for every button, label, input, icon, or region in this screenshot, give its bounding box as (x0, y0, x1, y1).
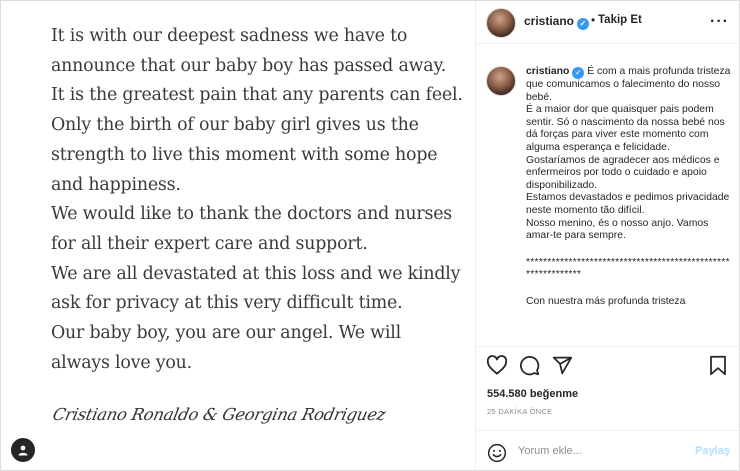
comment-input[interactable]: Yorum ekle... (518, 445, 582, 457)
tagged-users-button[interactable] (11, 438, 35, 462)
statement-line: strength to live this moment with some hope (51, 144, 438, 165)
statement-line: announce that our baby boy has passed away. (51, 55, 447, 76)
post-image[interactable] (1, 1, 475, 470)
statement-line: Only the birth of our baby girl gives us the (51, 115, 419, 136)
post-header (476, 1, 740, 44)
caption-para: Gostaríamos de agradecer aos médicos e enfermeiros por todo o cuidado e apoio disponibilizado. (526, 154, 720, 191)
post-comment-button[interactable]: Paylaş (695, 445, 730, 457)
caption-para: É a maior dor que quaisquer pais podem sentir. Só o nascimento da nossa bebé nos dá forças para viver este momento com alguma esperança e felicidade. (526, 104, 725, 153)
caption-divider: ************************************************************* (526, 256, 730, 281)
signature: Cristiano Ronaldo & Georgina Rodriguez (50, 405, 388, 424)
share-icon[interactable] (552, 355, 573, 376)
username-link[interactable]: cristiano (524, 14, 575, 28)
statement-line: We are all devastated at this loss and we kindly (51, 263, 461, 284)
comment-icon[interactable] (519, 355, 540, 376)
follow-button[interactable]: Takip Et (598, 14, 642, 26)
caption-para (526, 66, 731, 104)
emoji-icon[interactable] (487, 443, 507, 463)
caption-para: Con nuestra más profunda tristeza (526, 295, 686, 307)
post-sidebar (475, 1, 740, 470)
statement-text (51, 22, 461, 378)
separator-dot: • (591, 13, 596, 27)
verified-badge-icon: ✓ (577, 18, 589, 30)
comments-area[interactable] (476, 44, 740, 342)
statement-line: It is the greatest pain that any parents can feel. (51, 85, 463, 106)
statement-line: ask for privacy at this very difficult time. (51, 293, 403, 314)
add-comment-bar (476, 430, 740, 471)
avatar[interactable] (486, 8, 516, 38)
caption-para: Nosso menino, és o nosso anjo. Vamos amar-te para sempre. (526, 217, 709, 242)
caption (526, 66, 731, 309)
statement-line: We would like to thank the doctors and nurses (51, 204, 453, 225)
caption-para: Estamos devastados e pedimos privacidade neste momento tão difícil. (526, 192, 730, 216)
action-bar (476, 346, 740, 383)
caption-username[interactable]: cristiano (526, 66, 570, 77)
more-horizontal-icon[interactable]: ··· (710, 13, 729, 30)
statement-line: and happiness. (51, 174, 181, 195)
header-username[interactable] (524, 14, 589, 30)
user-icon (17, 444, 29, 456)
statement-line: for all their expert care and support. (51, 233, 368, 254)
caption-text: É com a mais profunda tristeza que comunicamos o falecimento do nosso bebé. (526, 66, 731, 103)
like-count[interactable]: 554.580 beğenme (487, 388, 579, 400)
heart-icon[interactable] (486, 355, 508, 375)
statement-line: Our baby boy, you are our angel. We will (51, 323, 401, 344)
statement-line: It is with our deepest sadness we have to (51, 26, 408, 46)
verified-badge-icon: ✓ (572, 67, 584, 79)
bookmark-icon[interactable] (709, 355, 727, 376)
statement-line: always love you. (51, 352, 192, 373)
timestamp[interactable]: 25 DAKİKA ÖNCE (487, 407, 553, 416)
caption-avatar[interactable] (486, 66, 516, 96)
